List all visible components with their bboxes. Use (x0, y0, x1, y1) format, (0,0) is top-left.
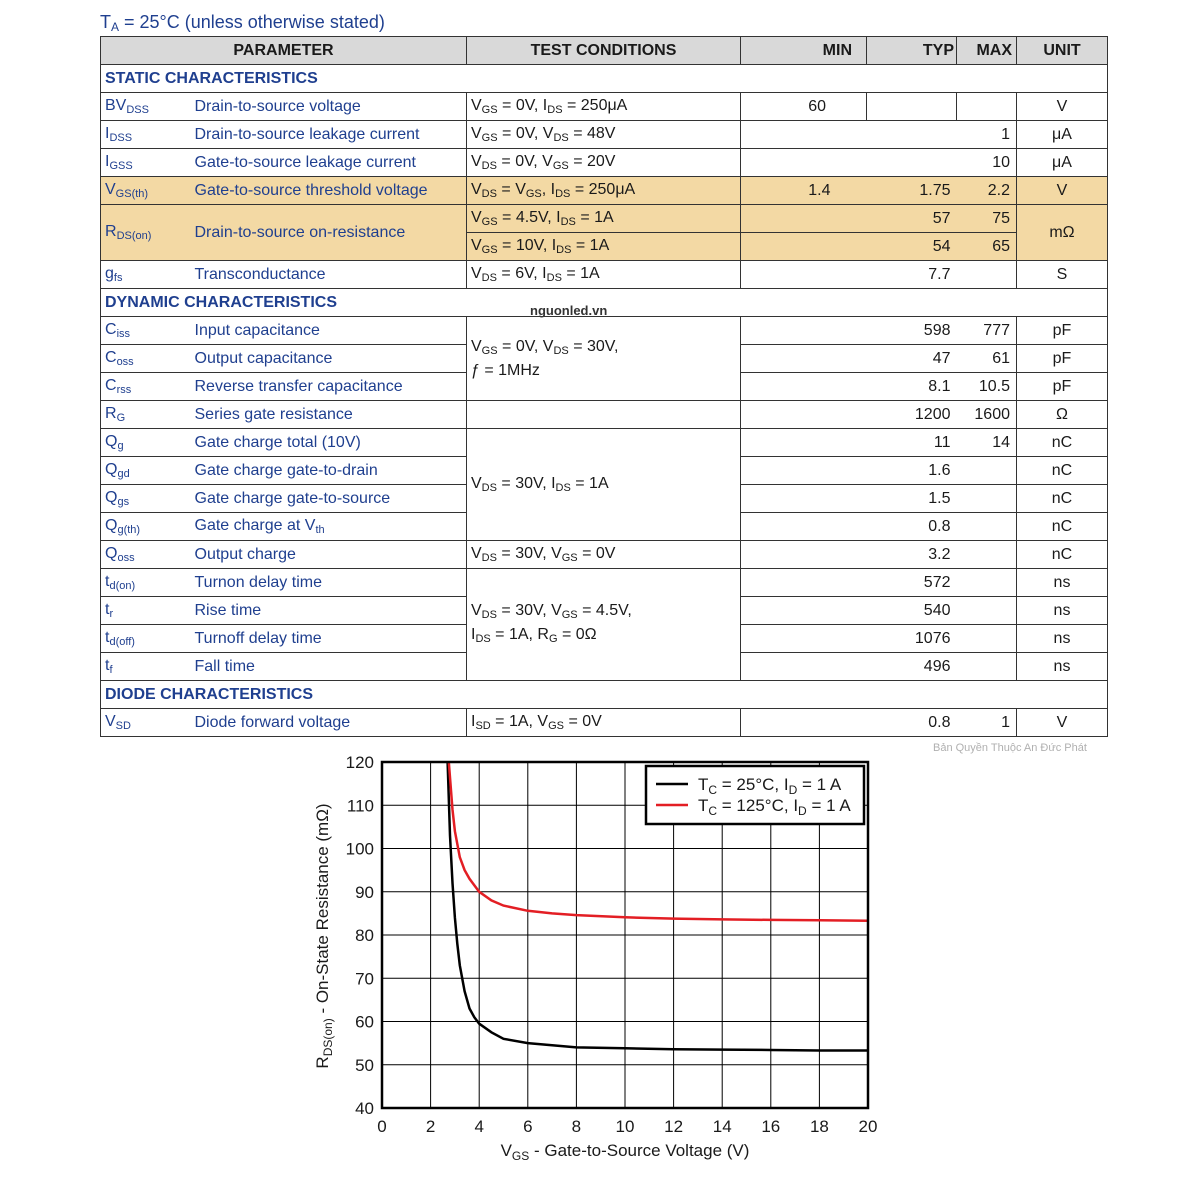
header-max: MAX (957, 37, 1017, 65)
rdson-vs-vgs-chart (300, 748, 900, 1168)
y-tick-label: 60 (355, 1012, 374, 1032)
copyright-watermark: Bản Quyền Thuộc An Đức Phát (933, 742, 1087, 754)
table-row: $I_{DSS}$ Drain-to-source leakage current $V_{GS} = 0V$, $V_{DS} = 48V$ 1 μA (101, 121, 1108, 149)
y-axis-label: RDS(on) - On-State Resistance (mΩ) (313, 803, 335, 1069)
table-row: $t_f$ Fall time 496 ns (101, 653, 1108, 681)
x-tick-label: 4 (474, 1117, 484, 1136)
table-header-row (101, 37, 1108, 65)
header-parameter: PARAMETER (101, 37, 467, 65)
table-row: $t_r$ Rise time 540 ns (101, 597, 1108, 625)
y-tick-label: 90 (355, 882, 374, 902)
table-row: $I_{GSS}$ Gate-to-source leakage current $V_{DS} = 0V$, $V_{GS} = 20V$ 10 μA (101, 149, 1108, 177)
table-row: $g_{fs}$ Transconductance $V_{DS} = 6V$, $I_{DS} = 1A$ 7.7 S (101, 261, 1108, 289)
characteristics-table (100, 36, 1108, 737)
x-tick-label: 12 (664, 1117, 684, 1136)
x-tick-label: 0 (377, 1117, 387, 1136)
table-row: $Q_{g(th)}$ Gate charge at $V_{th}$ 0.8 nC (101, 513, 1108, 541)
x-tick-label: 20 (858, 1117, 878, 1136)
conditions-header: $T_A = 25^\circ C$ (unless otherwise stated) (100, 12, 385, 34)
x-tick-label: 18 (809, 1117, 829, 1136)
legend-label: TC = 25°C, ID = 1 A (698, 775, 842, 797)
header-min: MIN (741, 37, 867, 65)
header-test-conditions: TEST CONDITIONS (467, 37, 741, 65)
y-tick-label: 120 (345, 753, 374, 772)
header-unit: UNIT (1017, 37, 1108, 65)
x-axis-label: VGS - Gate-to-Source Voltage (V) (500, 1141, 750, 1163)
legend-label: TC = 125°C, ID = 1 A (698, 796, 851, 818)
table-row: $V_{GS(th)}$ Gate-to-source threshold voltage $V_{DS} = V_{GS}$, $I_{DS} = 250\mu A$ 1.4 1.75 2.2 V (101, 177, 1108, 205)
table-row: $V_{SD}$ Diode forward voltage $I_{SD} = 1A$, $V_{GS} = 0V$ 0.8 1 V (101, 709, 1108, 737)
y-tick-label: 40 (355, 1099, 374, 1118)
table-row: $Q_g$ Gate charge total (10V) $V_{DS} = 30V$, $I_{DS} = 1A$ 11 14 nC (101, 429, 1108, 457)
section-dynamic: DYNAMIC CHARACTERISTICS (101, 289, 1108, 317)
x-tick-label: 6 (523, 1117, 533, 1136)
table-row: $C_{rss}$ Reverse transfer capacitance 8.1 10.5 pF (101, 373, 1108, 401)
section-static: STATIC CHARACTERISTICS (101, 65, 1108, 93)
x-tick-label: 8 (571, 1117, 582, 1136)
table-row: $C_{iss}$ Input capacitance $V_{GS} = 0V$, $V_{DS} = 30V$, ƒ = 1MHz 598 777 pF (101, 317, 1108, 345)
table-row: $Q_{oss}$ Output charge $V_{DS} = 30V$, $V_{GS} = 0V$ 3.2 nC (101, 541, 1108, 569)
table-row: $R_G$ Series gate resistance 1200 1600 Ω (101, 401, 1108, 429)
table-row: $C_{oss}$ Output capacitance 47 61 pF (101, 345, 1108, 373)
y-tick-label: 110 (346, 796, 374, 816)
table-row: $Q_{gd}$ Gate charge gate-to-drain 1.6 nC (101, 457, 1108, 485)
table-row: $R_{DS(on)}$ Drain-to-source on-resistance $V_{GS} = 4.5V$, $I_{DS} = 1A$ 57 75 mΩ (101, 205, 1108, 233)
table-row: $t_{d(on)}$ Turnon delay time $V_{DS} = 30V$, $V_{GS} = 4.5V$, $I_{DS} = 1A$, $R_G = 0\Omega$ 572 ns (101, 569, 1108, 597)
x-tick-label: 14 (712, 1117, 732, 1136)
y-tick-label: 80 (355, 926, 374, 945)
header-typ: TYP (867, 37, 957, 65)
y-tick-label: 70 (355, 969, 374, 989)
x-tick-label: 10 (615, 1117, 635, 1136)
y-tick-label: 50 (355, 1055, 374, 1075)
site-watermark: nguonled.vn (530, 303, 608, 318)
section-diode: DIODE CHARACTERISTICS (101, 681, 1108, 709)
chart-legend (646, 766, 864, 824)
x-tick-labels (377, 1117, 877, 1136)
x-tick-label: 16 (761, 1117, 781, 1136)
table-row: $V_{GS} = 10V$, $I_{DS} = 1A$ 54 65 (101, 233, 1108, 261)
table-row: $BV_{DSS}$ Drain-to-source voltage $V_{GS} = 0V$, $I_{DS} = 250\mu A$ 60 V (101, 93, 1108, 121)
table-row: $t_{d(off)}$ Turnoff delay time 1076 ns (101, 625, 1108, 653)
y-tick-labels (346, 753, 374, 1118)
table-row: $Q_{gs}$ Gate charge gate-to-source 1.5 nC (101, 485, 1108, 513)
y-tick-label: 100 (345, 839, 374, 859)
x-tick-label: 2 (425, 1117, 436, 1136)
